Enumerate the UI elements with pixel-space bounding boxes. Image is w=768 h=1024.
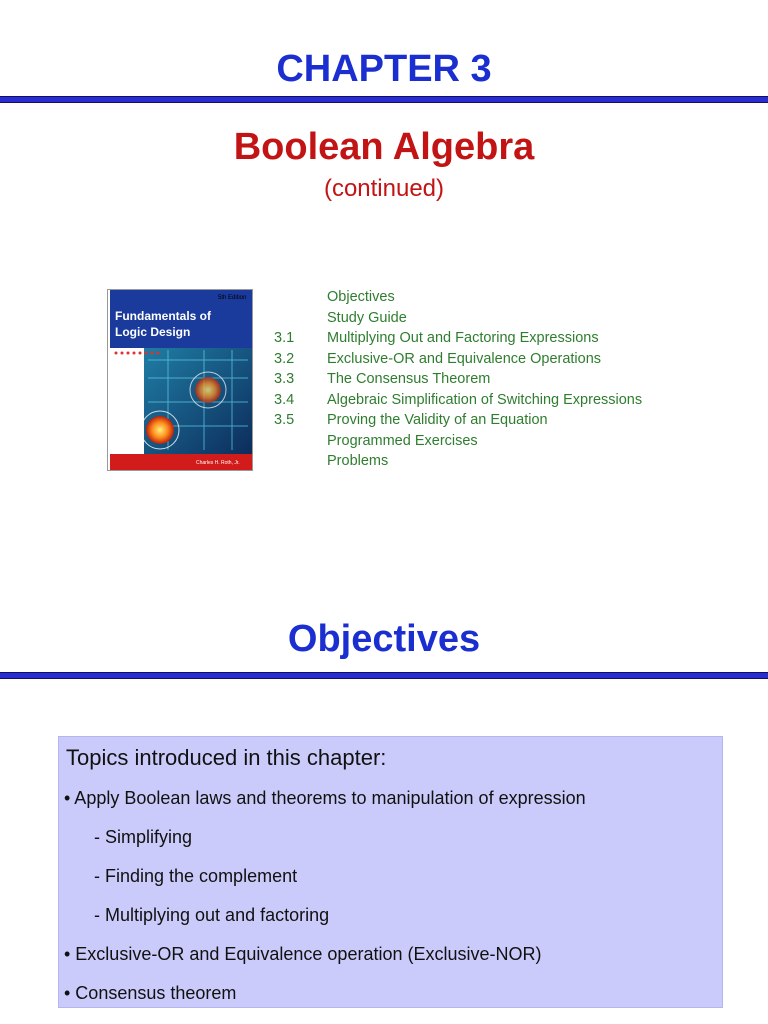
- contents-number: 3.3: [274, 371, 295, 387]
- book-title-line2: Logic Design: [115, 325, 191, 339]
- contents-text: Problems: [327, 453, 389, 469]
- contents-text: Algebraic Simplification of Switching Expressions: [327, 391, 643, 408]
- topic-item: • Apply Boolean laws and theorems to manipulation of expression: [64, 788, 586, 808]
- contents-text: Proving the Validity of an Equation: [327, 412, 548, 428]
- contents-text: Multiplying Out and Factoring Expressions: [327, 330, 599, 346]
- topic-subitem: - Finding the complement: [94, 866, 298, 886]
- contents-text: Study Guide: [327, 309, 407, 326]
- contents-text: Programmed Exercises: [327, 432, 478, 449]
- book-cover: [107, 289, 253, 471]
- contents-text: Exclusive-OR and Equivalence Operations: [327, 350, 602, 367]
- book-title-line1: Fundamentals of: [115, 309, 212, 323]
- contents-number: 3.5: [274, 412, 295, 428]
- contents-text: The Consensus Theorem: [327, 371, 491, 387]
- slide-subtitle: (continued): [323, 175, 445, 202]
- topic-item: • Consensus theorem: [64, 983, 237, 1003]
- objectives-divider: [0, 672, 768, 679]
- book-author: Charles H. Roth, Jr.: [196, 460, 240, 466]
- topic-item: • Exclusive-OR and Equivalence operation (Exclusive-NOR): [64, 944, 542, 964]
- topic-subitem: - Multiplying out and factoring: [94, 905, 330, 925]
- contents-number: 3.1: [274, 330, 295, 346]
- contents-number: 3.2: [274, 350, 295, 367]
- topic-subitem: - Simplifying: [94, 827, 193, 847]
- contents-number: 3.4: [274, 391, 295, 408]
- title-divider: [0, 96, 768, 103]
- book-edition: 5th Edition: [218, 295, 247, 301]
- topics-heading: Topics introduced in this chapter:: [66, 745, 387, 770]
- slide-title: Boolean Algebra: [233, 126, 535, 168]
- topics-box: [58, 736, 723, 1008]
- contents-text: Objectives: [327, 289, 395, 305]
- objectives-title: Objectives: [287, 618, 481, 660]
- chapter-title: CHAPTER 3: [276, 48, 492, 90]
